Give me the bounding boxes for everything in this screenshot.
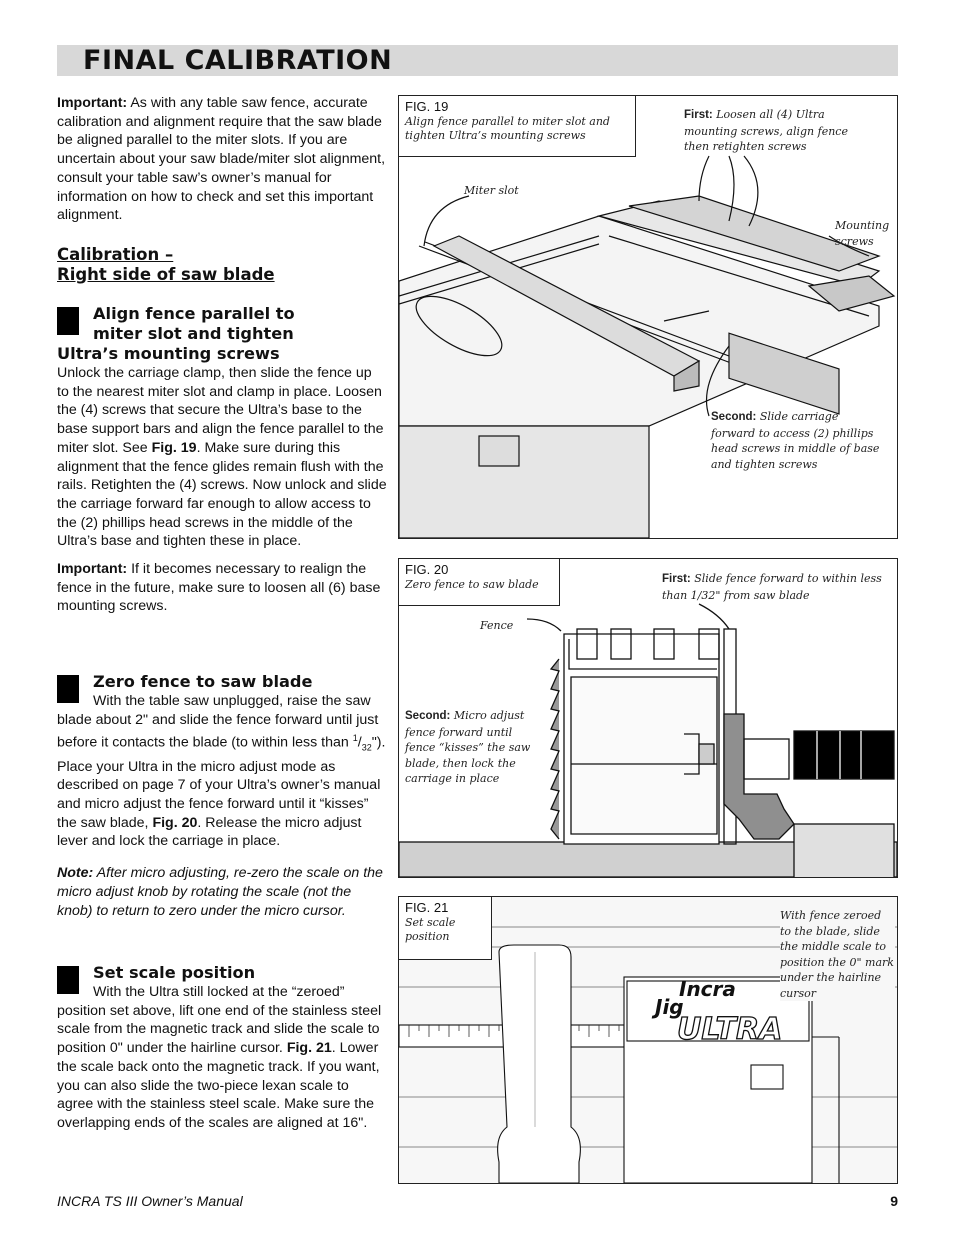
fig-19-mounting-screws-label: Mounting screws bbox=[835, 219, 890, 248]
section-heading-line1: Calibration – bbox=[57, 245, 174, 264]
ultra-logo-word: ULTRA bbox=[677, 1012, 783, 1047]
fig-20-second-note bbox=[405, 708, 545, 787]
fraction-denominator: 32 bbox=[361, 742, 372, 753]
step-1-heading-line2: miter slot and tighten bbox=[93, 324, 294, 343]
step-1-body-b: . Make sure during this alignment that the fence glides remain flush with the rails. Retighten the (4) screws. Now unlock and slide the carriage forward far enough to allow access to the (2) phillips head screws in the middle of the Ultra’s base and tighten these in place. bbox=[57, 439, 387, 550]
fig-21-caption bbox=[398, 896, 492, 960]
fig-20-caption bbox=[398, 558, 560, 606]
step-2-fig-ref: Fig. 20 bbox=[152, 814, 198, 831]
step-1-heading-line1: Align fence parallel to bbox=[93, 304, 295, 323]
fig-19-caption bbox=[398, 95, 636, 157]
step-2-body: With the table saw unplugged, raise the saw blade about 2" and slide the fence forward until just before it contacts the blade (to within less than $^1/_{32}$"). Place your Ultra in the micro adjust mode as described on page 7 of your Ultra’s owner’s manual and micro adjust the fence forward until it “kisses” the saw blade, Fig. 20. Release the micro adjust lever and lock the carriage in place. bbox=[57, 693, 386, 850]
fig-19-second-text: Slide carriage forward to access (2) phillips head screws in middle of base and tighten screws bbox=[711, 410, 880, 471]
step-1 bbox=[57, 304, 387, 616]
step-2-note bbox=[57, 864, 387, 920]
figure-19 bbox=[398, 95, 898, 539]
section-heading bbox=[57, 245, 387, 284]
fig-19-number: FIG. 19 bbox=[405, 99, 449, 114]
step-3-body-a: With the Ultra still locked at the “zeroed” position set above, lift one end of the stainless steel scale from the magnetic track and slide the scale to position 0" under the hairline cursor. bbox=[57, 984, 382, 1057]
step-marker bbox=[57, 675, 79, 703]
step-2 bbox=[57, 672, 387, 920]
note-lead: Note: bbox=[57, 865, 94, 882]
fig-19-miter-slot-label: Miter slot bbox=[464, 184, 519, 197]
step-2-body-a: With the table saw unplugged, raise the saw blade about 2" and slide the fence forward until just before it contacts the blade (to within less than bbox=[57, 693, 379, 752]
fig-20-second-text: Micro adjust fence forward until fence “kisses” the saw blade, then lock the carriage in place bbox=[405, 709, 531, 785]
fig-20-caption-text: Zero fence to saw blade bbox=[405, 578, 539, 591]
fig-19-first-lead: First: bbox=[684, 109, 713, 121]
step-1-fig-ref: Fig. 19 bbox=[151, 439, 197, 456]
step-1-important bbox=[57, 560, 387, 616]
step-1-body bbox=[57, 364, 387, 551]
fig-21-number: FIG. 21 bbox=[405, 900, 449, 915]
section-heading-line2: Right side of saw blade bbox=[57, 264, 275, 284]
fig-21-caption-text: Set scale position bbox=[405, 916, 456, 943]
intro-paragraph bbox=[57, 94, 387, 225]
fig-20-first-text: Slide fence forward to within less than 1/32" from saw blade bbox=[662, 572, 882, 602]
step-2-heading: Zero fence to saw blade bbox=[93, 672, 313, 691]
step-3-body bbox=[57, 983, 387, 1133]
note-text: After micro adjusting, re-zero the scale on the micro adjust knob by rotating the scale (not the knob) to return to zero under the micro cursor. bbox=[57, 865, 383, 919]
fig-19-second-note bbox=[711, 409, 881, 472]
step-1-body-a: Unlock the carriage clamp, then slide the fence up to the nearest miter slot and clamp in place. Loosen the (4) screws that secure the Ultra’s base to the base support bars and align the fence parallel to the miter slot. See bbox=[57, 365, 384, 456]
step-1-heading-line3: Ultra’s mounting screws bbox=[57, 344, 280, 363]
intro-text: As with any table saw fence, accurate calibration and alignment require that the saw blade be aligned parallel to the miter slots. If you are uncertain about your saw blade/miter slot alignment, consult your table saw’s owner’s manual for information on how to check and set this important alignment. bbox=[57, 95, 386, 224]
title-bar bbox=[57, 45, 898, 76]
step-marker bbox=[57, 966, 79, 994]
fig-20-number: FIG. 20 bbox=[405, 562, 449, 577]
important-text: If it becomes necessary to realign the fence in the future, make sure to loosen all (6) base mounting screws. bbox=[57, 561, 381, 615]
step-3 bbox=[57, 963, 387, 1133]
fig-20-first-lead: First: bbox=[662, 573, 691, 585]
step-3-heading: Set scale position bbox=[93, 963, 256, 982]
step-3-fig-ref: Fig. 21 bbox=[286, 1040, 332, 1057]
footer-manual-title: INCRA TS III Owner’s Manual bbox=[57, 1193, 243, 1209]
fig-20-second-lead: Second: bbox=[405, 710, 451, 722]
fig-20-fence-label: Fence bbox=[480, 619, 514, 632]
intro-lead: Important: bbox=[57, 95, 128, 111]
fraction-numerator: 1 bbox=[352, 733, 358, 744]
fig-21-note: With fence zeroed to the blade, slide the middle scale to position the 0" mark under the hairline cursor bbox=[780, 909, 894, 1000]
page-title: FINAL CALIBRATION bbox=[83, 45, 393, 76]
incra-logo-word: Incra bbox=[679, 977, 736, 1001]
step-2-body-c: . Release the micro adjust lever and lock the carriage in place. bbox=[57, 814, 362, 850]
fig-19-caption-text: Align fence parallel to miter slot and tighten Ultra’s mounting screws bbox=[405, 115, 610, 142]
fig-20-first-note bbox=[662, 571, 882, 603]
important-lead: Important: bbox=[57, 561, 128, 578]
fig-19-first-text: Loosen all (4) Ultra mounting screws, align fence then retighten screws bbox=[684, 108, 848, 153]
fig-19-first-note bbox=[684, 107, 864, 155]
step-marker bbox=[57, 307, 79, 335]
jig-logo-word: Jig bbox=[655, 995, 684, 1019]
figure-21 bbox=[398, 896, 898, 1184]
figure-20 bbox=[398, 558, 898, 878]
step-2-body-b: "). Place your Ultra in the micro adjust mode as described on page 7 of your Ultra’s owner’s manual and micro adjust the fence forward until it “kisses” the saw blade, bbox=[57, 735, 386, 831]
step-3-body-b: . Lower the scale back onto the magnetic track. If you want, you can also slide the two-piece lexan scale to agree with the stainless steel scale. Make sure the overlapping ends of the scales are aligned at 16". bbox=[57, 1040, 380, 1131]
fig-19-second-lead: Second: bbox=[711, 411, 757, 423]
page-number: 9 bbox=[890, 1193, 898, 1209]
